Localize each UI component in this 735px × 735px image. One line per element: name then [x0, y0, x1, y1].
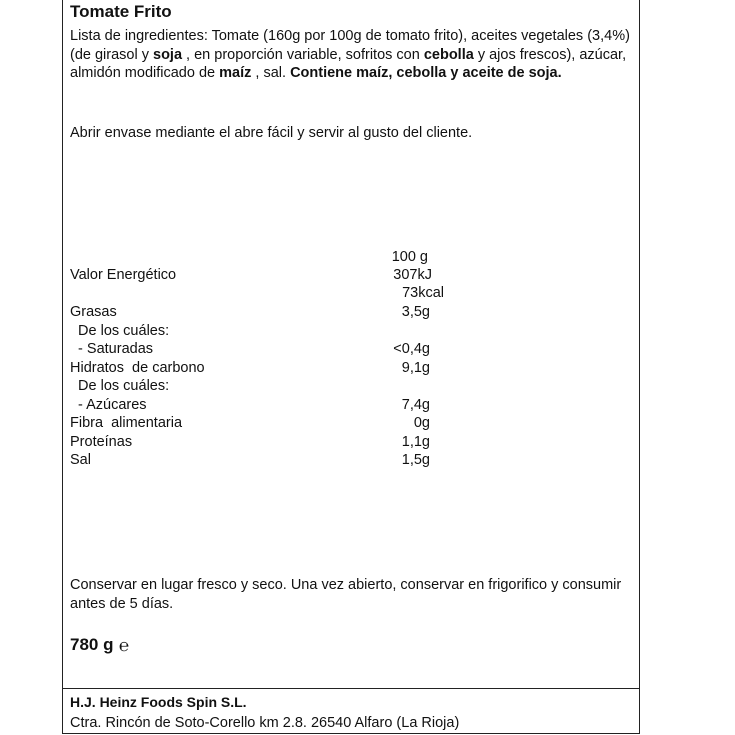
nutrition-energy-row	[70, 266, 430, 285]
nutrition-value: 0g	[413, 415, 430, 431]
nutrition-row	[70, 322, 430, 341]
ingredients-text-1: Lista de ingredientes: Tomate (160g por 100g de tomato frito), aceites vegetales (3,4%) (de girasol y	[70, 28, 630, 63]
allergen-soja: soja	[153, 46, 183, 63]
company-address: Ctra. Rincón de Soto-Corello km 2.8. 26540 Alfaro (La Rioja)	[70, 715, 460, 731]
nutrition-value: <0,4g	[393, 341, 430, 357]
nutrition-kcal-row	[70, 284, 444, 303]
nutrition-row	[70, 451, 430, 470]
ingredients-list	[70, 27, 632, 83]
energy-kcal: 73kcal	[402, 285, 444, 301]
nutrition-row	[70, 377, 430, 396]
nutrition-row	[70, 359, 430, 378]
nutrition-label: - Azúcares	[70, 396, 147, 413]
storage-instructions: Conservar en lugar fresco y seco. Una vez abierto, conservar en frigorifico y consumir antes de 5 días.	[70, 577, 622, 612]
nutrition-row	[70, 396, 430, 415]
ingredients-text-2: , en proporción variable, sofritos con	[182, 46, 424, 63]
ingredients-text-3: y ajos frescos), azúcar, almidón modificado de	[70, 46, 627, 81]
nutrition-header-row	[70, 248, 430, 267]
nutrition-label: De los cuáles:	[70, 322, 170, 339]
company-name: H.J. Heinz Foods Spin S.L.	[70, 694, 247, 710]
nutrition-value: 3,5g	[401, 304, 430, 320]
usage-instructions: Abrir envase mediante el abre fácil y servir al gusto del cliente.	[70, 125, 473, 141]
company-divider	[62, 688, 640, 689]
allergen-cebolla: cebolla	[423, 46, 474, 63]
nutrition-label: Sal	[70, 452, 91, 468]
energy-label: Valor Energético	[70, 267, 177, 283]
estimated-sign-icon: ℮	[119, 636, 130, 655]
nutrition-value: 1,5g	[401, 452, 430, 468]
product-title: Tomate Frito	[70, 2, 172, 21]
nutrition-value: 7,4g	[401, 396, 430, 413]
nutrition-value: 1,1g	[401, 433, 430, 450]
nutrition-label: De los cuáles:	[70, 378, 170, 394]
nutrition-label: Grasas	[70, 304, 117, 320]
net-weight: 780 g	[70, 635, 114, 654]
energy-kj: 307kJ	[393, 267, 432, 283]
nutrition-row	[70, 340, 430, 359]
nutrition-value: 9,1g	[401, 359, 430, 376]
nutrition-row	[70, 303, 430, 322]
nutrition-per-100g: 100 g	[391, 249, 428, 265]
allergen-maiz: maíz	[219, 65, 252, 81]
ingredients-text-4: , sal.	[251, 65, 291, 81]
nutrition-label: Hidratos de carbono	[70, 359, 205, 376]
nutrition-label: Fibra alimentaria	[70, 415, 183, 431]
allergen-statement: Contiene maíz, cebolla y aceite de soja.	[290, 65, 562, 81]
nutrition-label: Proteínas	[70, 433, 133, 450]
nutrition-row	[70, 433, 430, 452]
nutrition-row	[70, 414, 430, 433]
nutrition-label: - Saturadas	[70, 341, 154, 357]
